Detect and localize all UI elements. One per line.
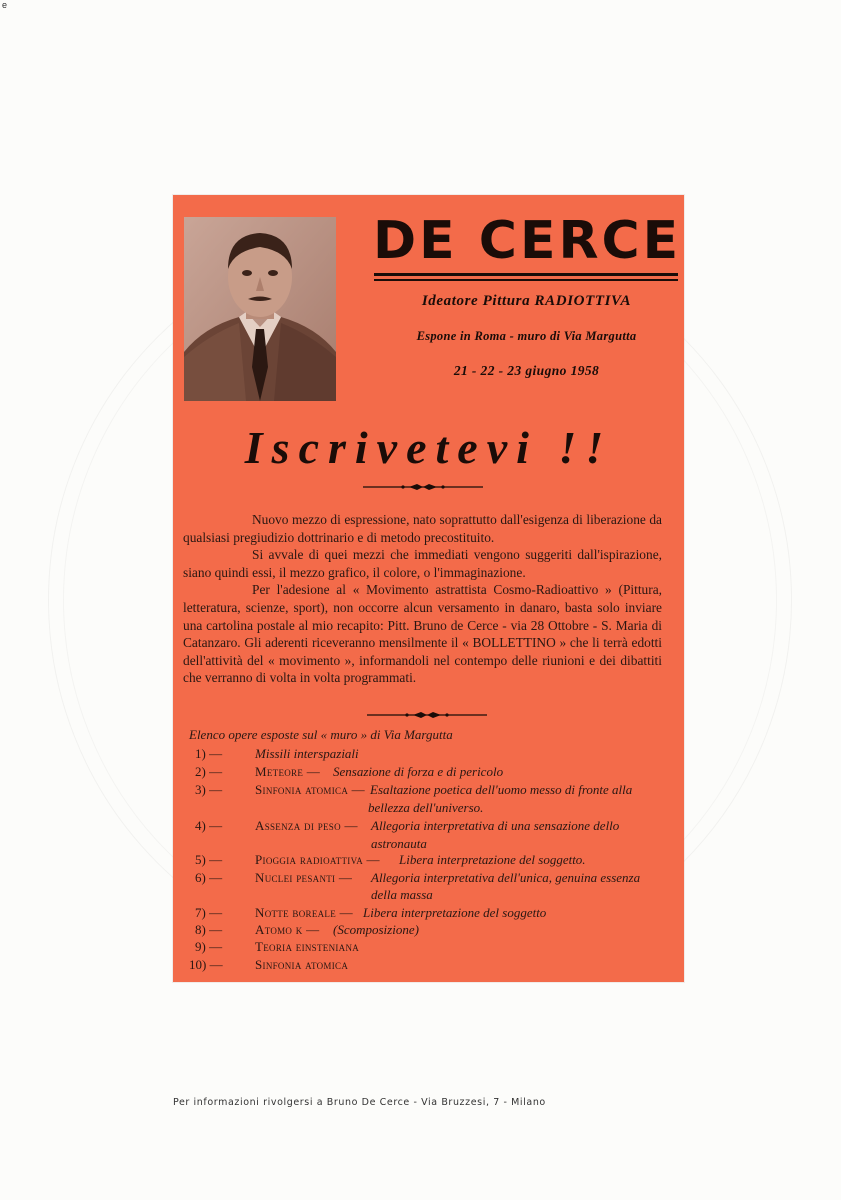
work-title: Assenza di peso — [255, 818, 358, 833]
work-description-cont: bellezza dell'universo. [368, 800, 484, 815]
work-title: Atomo k — [255, 922, 320, 937]
work-title: Nuclei pesanti — [255, 870, 353, 885]
work-number: 8) — [195, 922, 223, 937]
ornament-divider [363, 482, 483, 492]
work-description-cont: astronauta [371, 836, 427, 851]
paragraph: Si avvale di quei mezzi che immediati vengono suggeriti dall'ispirazione, siano quindi essi, il mezzo grafico, il colore, o l'immaginazione. [183, 547, 662, 580]
paragraph: Per l'adesione al « Movimento astrattista Cosmo-Radioattivo » (Pittura, letteratura, scienze, sport), non occorre alcun versamento in danaro, basta solo inviare una cartolina postale al mio recapito: Pitt. Bruno de Cerce - via 28 Ottobre - S. Maria di Catanzaro. Gli aderenti riceveranno mensilmente il « BOLLETTINO » che li terrà edotti dell'attività del « movimento », informandoli nel contempo delle riunioni e dei dibattiti che verranno di volta in volta programmati. [183, 582, 662, 686]
work-description: (Scomposizione) [333, 922, 419, 937]
work-title: Teoria einsteniana [255, 939, 360, 954]
work-number: 10) — [189, 957, 223, 972]
work-description: Allegoria interpretativa di una sensazione dello [371, 818, 620, 833]
work-number: 5) — [195, 852, 223, 867]
work-number: 3) — [195, 782, 223, 797]
works-list-title: Elenco opere esposte sul « muro » di Via Margutta [189, 727, 453, 742]
ornament-divider [367, 710, 487, 720]
poster [173, 195, 684, 982]
work-title: Meteore — [255, 764, 321, 779]
work-description: Allegoria interpretativa dell'unica, genuina essenza [371, 870, 641, 885]
work-title: Pioggia radioattiva — [255, 852, 380, 867]
work-description: Missili interspaziali [255, 746, 359, 761]
work-title: Sinfonia atomica [255, 957, 349, 972]
exhibition-location: Espone in Roma - muro di Via Margutta [416, 329, 637, 343]
work-description: Sensazione di forza e di pericolo [333, 764, 504, 779]
work-description: Esaltazione poetica dell'uomo messo di fronte alla [370, 782, 633, 797]
body-text [183, 511, 662, 687]
work-description-cont: della massa [371, 887, 433, 902]
work-title: Sinfonia atomica — [255, 782, 365, 797]
work-title: Notte boreale — [255, 905, 353, 920]
name-underline-thin [374, 279, 678, 281]
artist-name: DE CERCE [373, 211, 682, 271]
work-description: Libera interpretazione del soggetto. [399, 852, 586, 867]
footer-contact-info: Per informazioni rivolgersi a Bruno De Cerce - Via Bruzzesi, 7 - Milano [173, 1097, 546, 1108]
headline: Iscrivetevi !! [244, 422, 613, 473]
work-number: 6) — [195, 870, 223, 885]
subtitle: Ideatore Pittura RADIOTTIVA [421, 293, 632, 309]
work-number: 7) — [195, 905, 223, 920]
work-number: 4) — [195, 818, 223, 833]
artist-portrait-photo [184, 217, 336, 401]
paragraph: Nuovo mezzo di espressione, nato soprattutto dall'esigenza di liberazione da qualsiasi pregiudizio dottrinario e di metodo precostituito. [183, 512, 662, 545]
work-description: Libera interpretazione del soggetto [363, 905, 547, 920]
corner-mark: e [2, 0, 8, 10]
work-number: 2) — [195, 764, 223, 779]
exhibition-dates: 21 - 22 - 23 giugno 1958 [453, 363, 600, 378]
work-number: 1) — [195, 746, 223, 761]
work-number: 9) — [195, 939, 223, 954]
name-underline-thick [374, 273, 678, 276]
